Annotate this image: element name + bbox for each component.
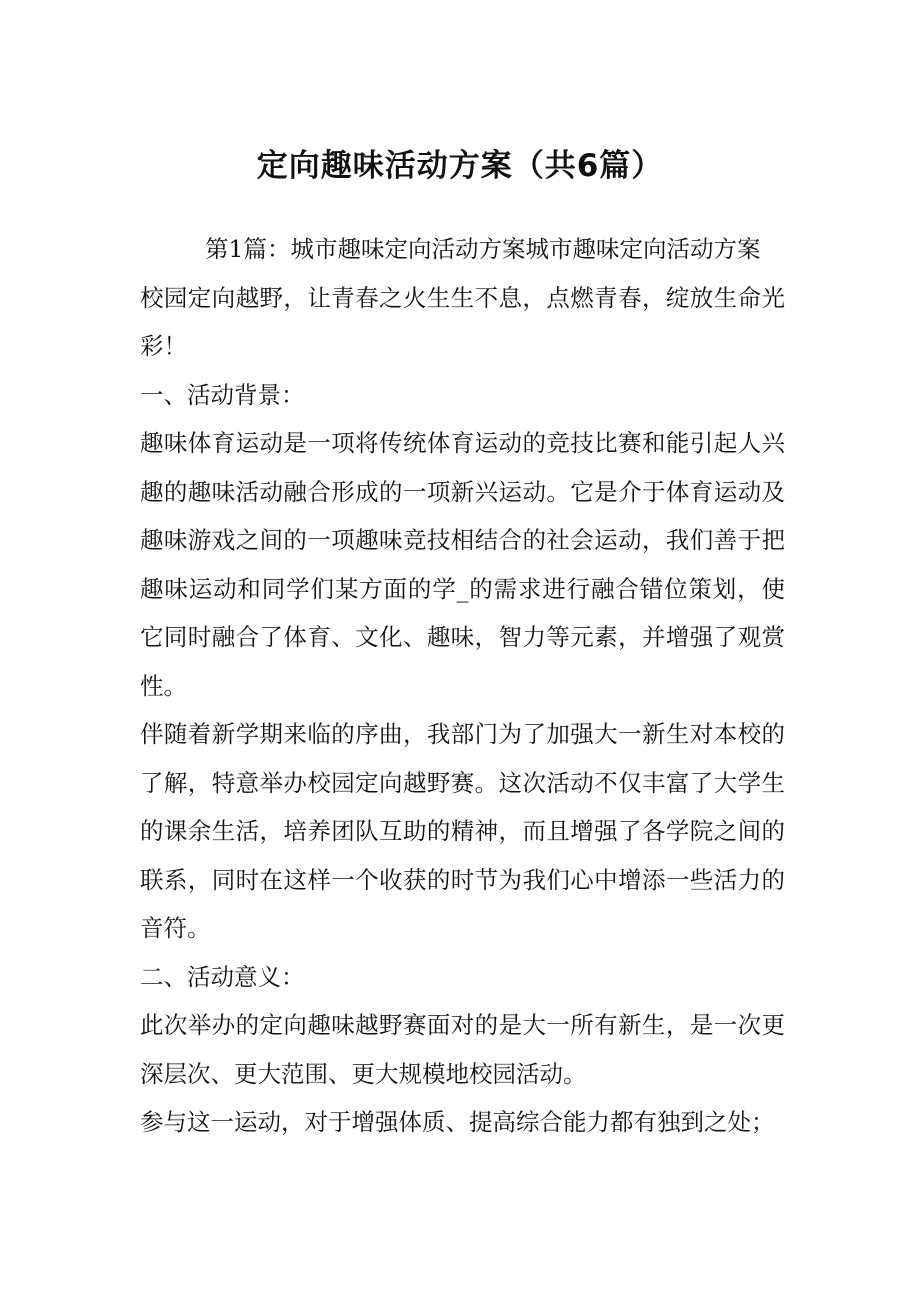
paragraph-background: 趣味体育运动是一项将传统体育运动的竞技比赛和能引起人兴趣的趣味活动融合形成的一项新兴运动。它是介于体育运动及趣味游戏之间的一项趣味竞技相结合的社会运动，我们善于把趣味运动和同学们某方面的学_的需求进行融合错位策划，使它同时融合了体育、文化、趣味，智力等元素，并增强了观赏性。 [140, 429, 785, 700]
section-heading-significance: 二、活动意义： [140, 962, 305, 991]
document-body [140, 225, 785, 1147]
paragraph-significance: 此次举办的定向趣味越野赛面对的是大一所有新生，是一次更深层次、更大范围、更大规模地校园活动。 [140, 1011, 785, 1088]
section-heading-background: 一、活动背景： [140, 380, 305, 409]
paragraph-benefits: 参与这一运动，对于增强体质、提高综合能力都有独到之处； [140, 1108, 775, 1136]
paragraph-slogan: 校园定向越野，让青春之火生生不息，点燃青春，绽放生命光彩！ [140, 283, 785, 360]
paragraph-purpose: 伴随着新学期来临的序曲，我部门为了加强大一新生对本校的了解，特意举办校园定向越野赛。这次活动不仅丰富了大学生的课余生活，培养团队互助的精神，而且增强了各学院之间的联系，同时在这样一个收获的时节为我们心中增添一些活力的音符。 [140, 720, 785, 942]
document-title: 定向趣味活动方案（共6篇） [256, 148, 664, 184]
paragraph-chapter-heading: 第1篇：城市趣味定向活动方案城市趣味定向活动方案 [205, 235, 761, 263]
